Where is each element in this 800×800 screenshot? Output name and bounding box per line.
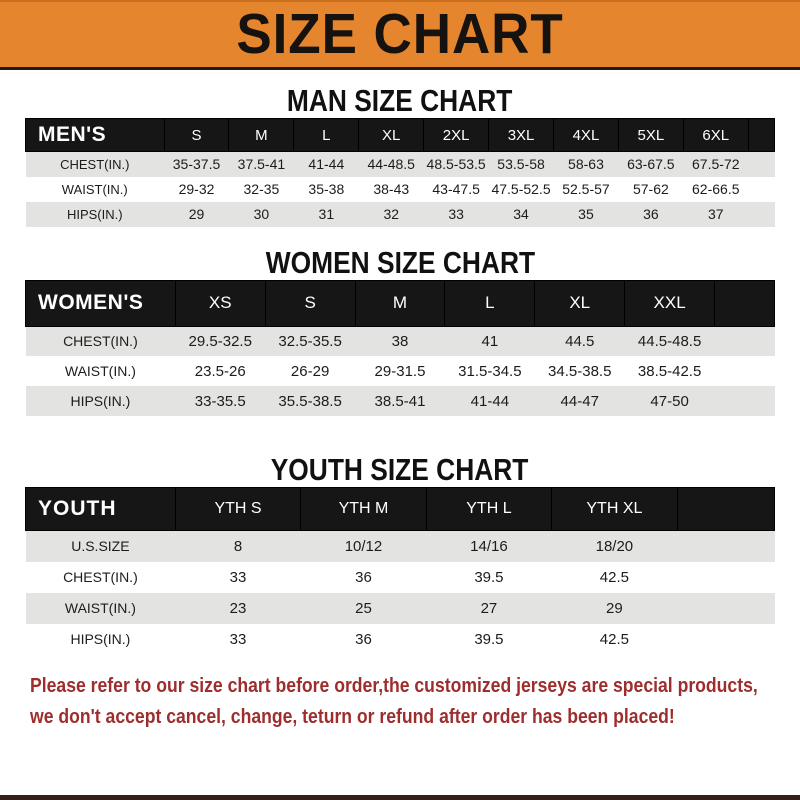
section-title-man-text: MAN SIZE CHART (287, 83, 513, 118)
size-cell: 47-50 (625, 386, 715, 416)
size-cell: 33-35.5 (175, 386, 265, 416)
size-column-header: S (265, 280, 355, 326)
table-row (26, 202, 775, 227)
size-cell: 39.5 (426, 562, 551, 593)
row-label: CHEST(IN.) (26, 562, 176, 593)
table-header-row (26, 280, 775, 326)
size-column-header: L (294, 119, 359, 152)
size-column-header: YTH L (426, 488, 551, 531)
size-cell: 44.5-48.5 (625, 326, 715, 356)
footer-note-line2: we don't accept cancel, change, teturn or refund after order has been placed! (30, 705, 675, 728)
size-cell: 57-62 (618, 177, 683, 202)
row-label: WAIST(IN.) (26, 593, 176, 624)
row-spacer (748, 177, 774, 202)
size-cell: 36 (618, 202, 683, 227)
size-cell: 38-43 (359, 177, 424, 202)
size-column-header: 3XL (489, 119, 554, 152)
header-spacer (715, 280, 775, 326)
size-cell: 29-31.5 (355, 356, 445, 386)
size-cell: 35 (554, 202, 619, 227)
size-column-header: 2XL (424, 119, 489, 152)
size-cell: 31 (294, 202, 359, 227)
table-header-row (26, 488, 775, 531)
size-cell: 35-38 (294, 177, 359, 202)
size-cell: 36 (301, 562, 426, 593)
size-cell: 25 (301, 593, 426, 624)
size-cell: 23.5-26 (175, 356, 265, 386)
table-header-label: YOUTH (26, 488, 176, 531)
table-header-label: MEN'S (26, 119, 165, 152)
row-spacer (715, 356, 775, 386)
size-cell: 23 (175, 593, 300, 624)
size-cell: 48.5-53.5 (424, 152, 489, 177)
men-size-table (25, 118, 775, 227)
bottom-bar (0, 795, 800, 800)
row-label: HIPS(IN.) (26, 624, 176, 655)
size-cell: 38 (355, 326, 445, 356)
size-cell: 62-66.5 (683, 177, 748, 202)
size-column-header: S (164, 119, 229, 152)
row-spacer (677, 593, 774, 624)
table-row (26, 562, 775, 593)
table-row (26, 386, 775, 416)
header-spacer (748, 119, 774, 152)
size-cell: 29 (164, 202, 229, 227)
size-cell: 34.5-38.5 (535, 356, 625, 386)
row-spacer (748, 152, 774, 177)
size-cell: 41-44 (294, 152, 359, 177)
table-header-row (26, 119, 775, 152)
size-cell: 32-35 (229, 177, 294, 202)
row-label: WAIST(IN.) (26, 177, 165, 202)
size-cell: 10/12 (301, 531, 426, 562)
size-column-header: 4XL (554, 119, 619, 152)
row-spacer (677, 531, 774, 562)
size-cell: 33 (175, 562, 300, 593)
header-spacer (677, 488, 774, 531)
size-cell: 42.5 (552, 562, 677, 593)
size-cell: 27 (426, 593, 551, 624)
size-cell: 44-47 (535, 386, 625, 416)
size-cell: 37.5-41 (229, 152, 294, 177)
section-title-youth-text: YOUTH SIZE CHART (271, 452, 529, 487)
size-cell: 37 (683, 202, 748, 227)
size-cell: 30 (229, 202, 294, 227)
row-spacer (677, 562, 774, 593)
size-column-header: M (229, 119, 294, 152)
row-label: WAIST(IN.) (26, 356, 176, 386)
table-row (26, 624, 775, 655)
size-cell: 29-32 (164, 177, 229, 202)
size-cell: 18/20 (552, 531, 677, 562)
row-label: CHEST(IN.) (26, 326, 176, 356)
table-row (26, 177, 775, 202)
size-cell: 36 (301, 624, 426, 655)
size-cell: 39.5 (426, 624, 551, 655)
row-label: CHEST(IN.) (26, 152, 165, 177)
size-cell: 29.5-32.5 (175, 326, 265, 356)
row-spacer (677, 624, 774, 655)
banner (0, 0, 800, 70)
size-cell: 32 (359, 202, 424, 227)
size-column-header: XXL (625, 280, 715, 326)
size-cell: 41 (445, 326, 535, 356)
table-row (26, 356, 775, 386)
size-cell: 8 (175, 531, 300, 562)
women-size-table (25, 280, 775, 417)
size-column-header: 5XL (618, 119, 683, 152)
table-row (26, 593, 775, 624)
size-column-header: 6XL (683, 119, 748, 152)
table-row (26, 531, 775, 562)
size-cell: 31.5-34.5 (445, 356, 535, 386)
size-cell: 43-47.5 (424, 177, 489, 202)
row-spacer (715, 386, 775, 416)
size-column-header: YTH XL (552, 488, 677, 531)
youth-size-table (25, 487, 775, 655)
size-cell: 33 (424, 202, 489, 227)
row-label: HIPS(IN.) (26, 202, 165, 227)
size-column-header: XL (359, 119, 424, 152)
row-label: U.S.SIZE (26, 531, 176, 562)
size-cell: 58-63 (554, 152, 619, 177)
size-column-header: YTH M (301, 488, 426, 531)
size-cell: 67.5-72 (683, 152, 748, 177)
size-cell: 41-44 (445, 386, 535, 416)
size-cell: 44-48.5 (359, 152, 424, 177)
table-row (26, 152, 775, 177)
size-cell: 29 (552, 593, 677, 624)
size-cell: 44.5 (535, 326, 625, 356)
table-header-label: WOMEN'S (26, 280, 176, 326)
banner-title: SIZE CHART (236, 2, 564, 66)
size-cell: 63-67.5 (618, 152, 683, 177)
size-cell: 38.5-42.5 (625, 356, 715, 386)
size-cell: 35-37.5 (164, 152, 229, 177)
size-cell: 47.5-52.5 (489, 177, 554, 202)
size-cell: 53.5-58 (489, 152, 554, 177)
section-title-women (0, 246, 800, 280)
size-cell: 26-29 (265, 356, 355, 386)
size-column-header: XL (535, 280, 625, 326)
size-column-header: YTH S (175, 488, 300, 531)
size-cell: 33 (175, 624, 300, 655)
size-cell: 42.5 (552, 624, 677, 655)
size-cell: 52.5-57 (554, 177, 619, 202)
row-label: HIPS(IN.) (26, 386, 176, 416)
section-title-youth (0, 453, 800, 487)
size-cell: 14/16 (426, 531, 551, 562)
size-cell: 38.5-41 (355, 386, 445, 416)
size-cell: 32.5-35.5 (265, 326, 355, 356)
size-cell: 35.5-38.5 (265, 386, 355, 416)
size-column-header: L (445, 280, 535, 326)
footer-note-line1: Please refer to our size chart before order,the customized jerseys are special products, (30, 674, 758, 697)
size-column-header: M (355, 280, 445, 326)
section-title-man (0, 84, 800, 118)
section-title-women-text: WOMEN SIZE CHART (265, 244, 535, 280)
row-spacer (748, 202, 774, 227)
table-row (26, 326, 775, 356)
size-cell: 34 (489, 202, 554, 227)
footer-note (0, 671, 800, 733)
size-column-header: XS (175, 280, 265, 326)
row-spacer (715, 326, 775, 356)
